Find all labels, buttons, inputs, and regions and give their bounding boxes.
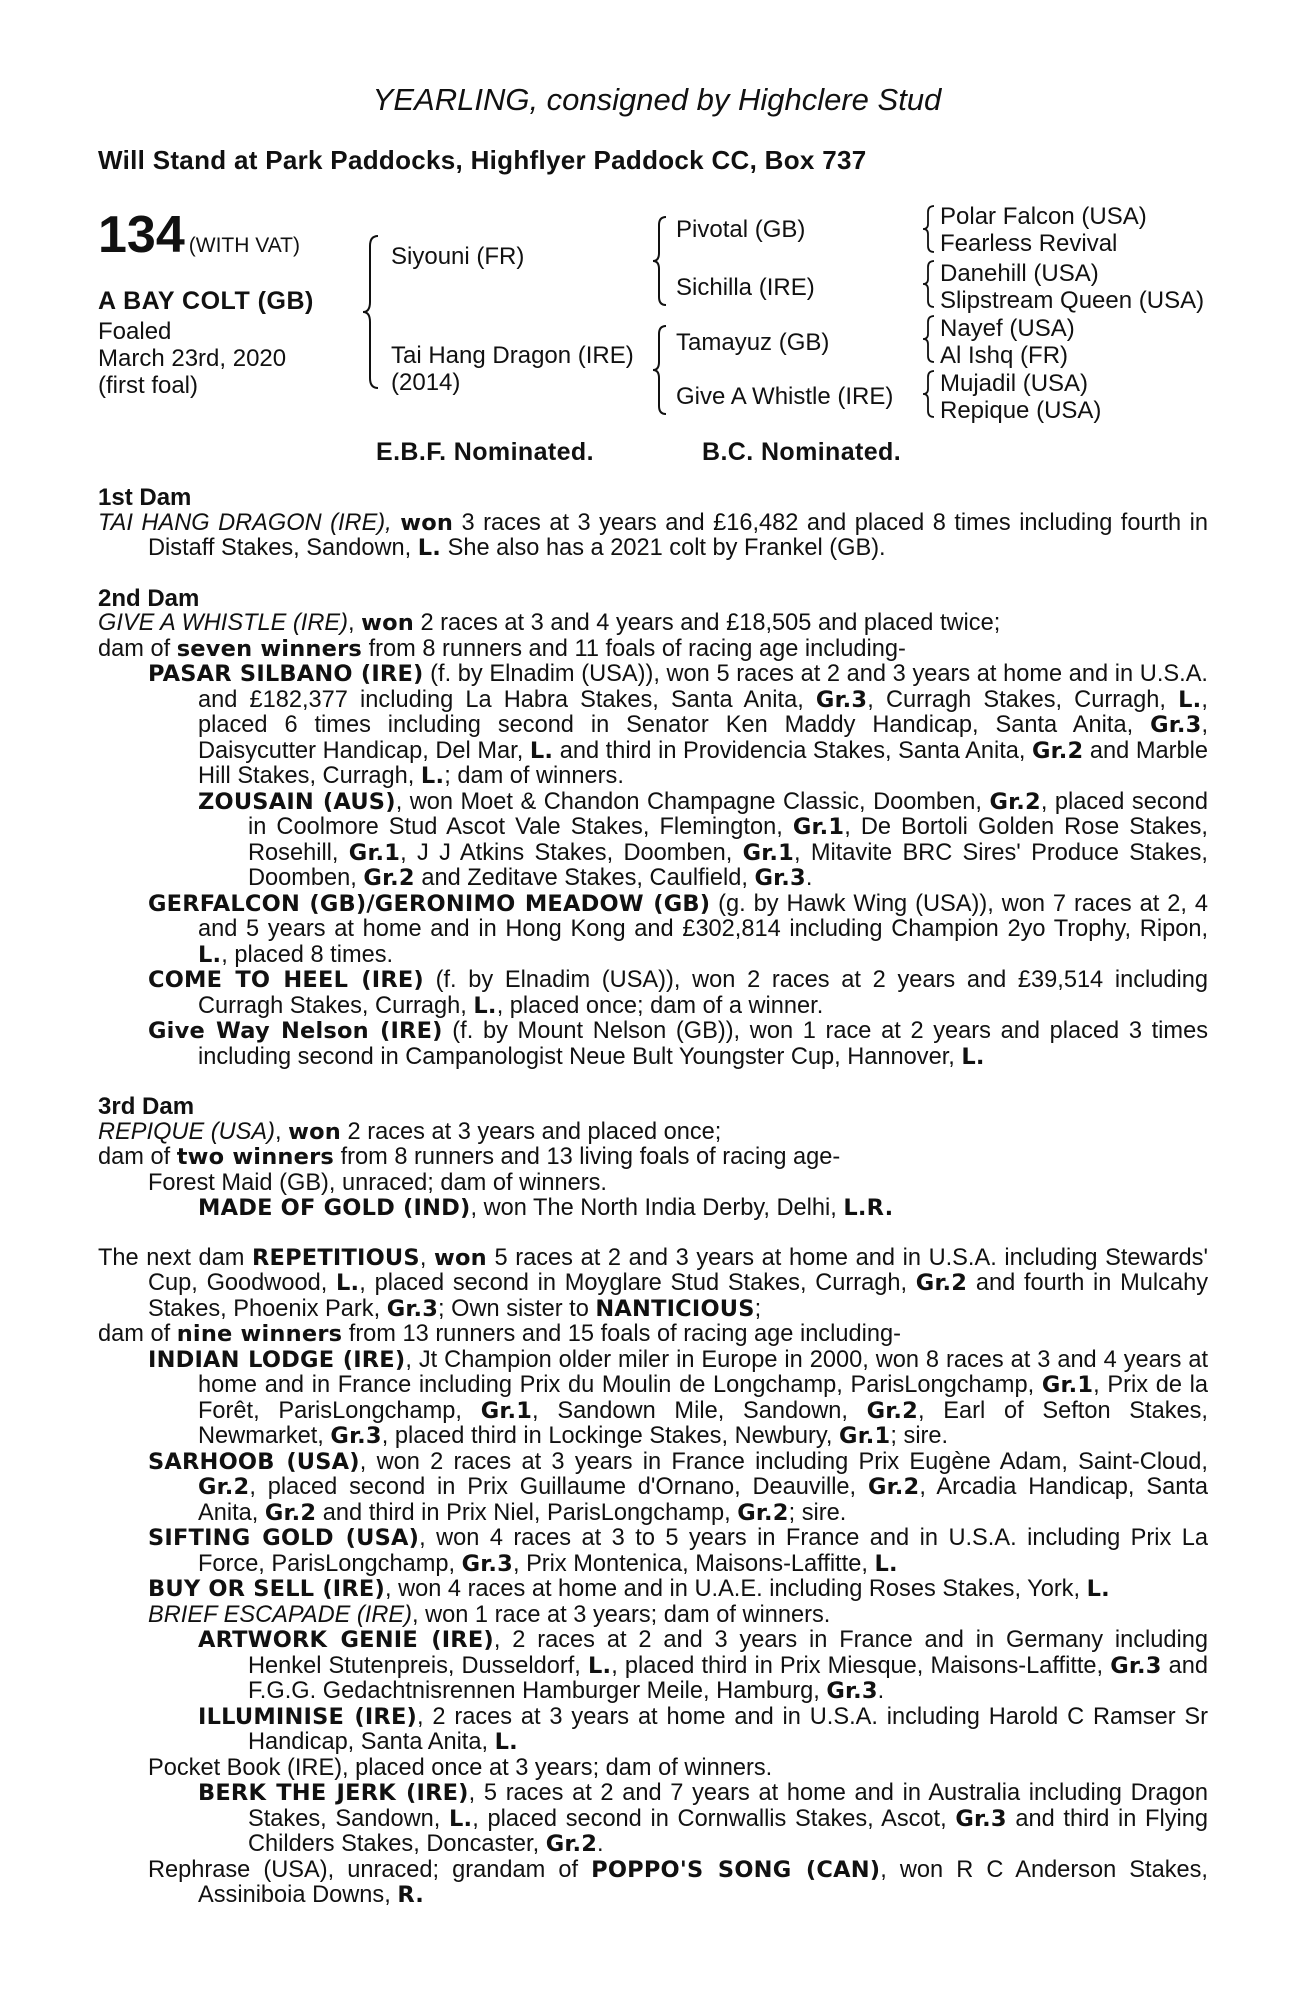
text-run: , won Moet & Chandon Champagne Classic, Doomben, xyxy=(395,788,990,815)
record-entry xyxy=(98,1348,1208,1450)
text-run: , won The North India Derby, Delhi, xyxy=(470,1195,844,1221)
text-run: , Arcadia Handicap, Santa Anita, xyxy=(198,1474,1208,1526)
lot-number: 134 xyxy=(98,206,185,264)
bold-text: Gr.2 xyxy=(867,1474,920,1500)
pedigree-brace-ggp3 xyxy=(920,313,938,365)
text-run: ; sire. xyxy=(788,1499,847,1526)
bold-text: BERK THE JERK (IRE) xyxy=(198,1780,469,1806)
bold-text: won xyxy=(288,1118,341,1145)
bold-text: Gr.2 xyxy=(737,1499,789,1526)
sire: Siyouni (FR) xyxy=(391,243,525,270)
text-run: 2 races at 3 years and placed once; xyxy=(340,1118,722,1145)
text-run: , placed second in Prix Guillaume d'Ornano, Deauville, xyxy=(249,1474,868,1500)
pedigree-brace-ggp4 xyxy=(920,368,938,420)
bold-text: GERFALCON (GB)/GERONIMO MEADOW (GB) xyxy=(148,890,711,917)
text-run: , Prix Montenica, Maisons-Laffitte, xyxy=(512,1550,875,1577)
text-run: , xyxy=(274,1118,289,1145)
ggp-2: Fearless Revival xyxy=(940,230,1118,257)
record-entry xyxy=(98,790,1208,892)
ggp-4: Slipstream Queen (USA) xyxy=(940,287,1205,314)
bold-text: R. xyxy=(397,1882,425,1908)
text-run: Rephrase (USA), unraced; grandam of xyxy=(148,1856,592,1883)
text-run: , 2 races at 2 and 3 years in France and in Germany including Henkel Stutenpreis, Dusseldorf, xyxy=(248,1627,1208,1679)
text-run: , Prix de la Forêt, ParisLongchamp, xyxy=(198,1372,1208,1424)
bold-text: Gr.1 xyxy=(742,839,794,866)
text-run: Pocket Book (IRE), placed once at 3 years; dam of winners. xyxy=(148,1754,773,1781)
text-run: Forest Maid (GB), unraced; dam of winners. xyxy=(148,1169,607,1196)
text-run: dam of xyxy=(98,635,177,662)
italic-text: BRIEF ESCAPADE (IRE) xyxy=(148,1601,412,1628)
bold-text: BUY OR SELL (IRE) xyxy=(148,1576,385,1602)
record-entry xyxy=(98,662,1208,790)
text-run: (f. by Elnadim (USA)), won 2 races at 2 years and £39,514 including Curragh Stakes, Curragh, xyxy=(198,967,1208,1019)
ebf-nomination: E.B.F. Nominated. xyxy=(376,438,594,466)
ggp-5: Nayef (USA) xyxy=(940,315,1075,342)
sire-sire: Pivotal (GB) xyxy=(676,216,806,243)
bold-text: nine winners xyxy=(176,1321,343,1347)
pedigree-section xyxy=(98,586,1208,1071)
record-entry xyxy=(98,637,1208,663)
record-entry xyxy=(98,1526,1208,1577)
text-run: dam of xyxy=(98,1144,177,1170)
ggp-3: Danehill (USA) xyxy=(940,260,1099,287)
text-run: and Marble Hill Stakes, Curragh, xyxy=(198,737,1208,789)
bold-text: SARHOOB (USA) xyxy=(148,1448,360,1475)
bold-text: Gr.2 xyxy=(915,1270,968,1296)
record-entry xyxy=(98,1246,1208,1323)
text-run: , xyxy=(347,610,362,636)
text-run: and third in Flying Childers Stakes, Doncaster, xyxy=(248,1805,1208,1857)
stand-location: Will Stand at Park Paddocks, Highflyer Paddock CC, Box 737 xyxy=(98,145,867,175)
bold-text: Gr.3 xyxy=(1110,1652,1162,1679)
bold-text: ILLUMINISE (IRE) xyxy=(198,1703,418,1730)
section-title: 1st Dam xyxy=(98,484,192,511)
ggp-1: Polar Falcon (USA) xyxy=(940,203,1147,230)
record-entry xyxy=(98,1705,1208,1756)
bold-text: Gr.3 xyxy=(386,1295,439,1322)
pedigree-section xyxy=(98,1094,1208,1222)
dam: Tai Hang Dragon (IRE) xyxy=(391,342,634,369)
text-run: (f. by Elnadim (USA)), won 5 races at 2 and 3 years at home and in U.S.A. and £182,377 including La Habra Stakes, Santa Anita, xyxy=(198,661,1208,713)
bold-text: L. xyxy=(494,1729,518,1755)
foaled-date: March 23rd, 2020 xyxy=(98,345,287,372)
dam-year: (2014) xyxy=(391,369,461,396)
pedigree-brace-main xyxy=(360,232,384,392)
bold-text: Gr.1 xyxy=(480,1397,533,1424)
pedigree-brace-dam xyxy=(650,322,672,418)
bold-text: PASAR SILBANO (IRE) xyxy=(148,661,424,687)
bold-text: SIFTING GOLD (USA) xyxy=(148,1525,420,1551)
section-title: 3rd Dam xyxy=(98,1093,195,1120)
record-entry xyxy=(98,1577,1208,1603)
text-run: 3 races at 3 years and £16,482 and placed 8 times including fourth in Distaff Stakes, Sandown, xyxy=(148,509,1208,561)
bold-text: Gr.2 xyxy=(198,1474,250,1500)
bold-text: L.R. xyxy=(843,1195,894,1221)
bold-text: L. xyxy=(420,763,445,789)
text-run: . xyxy=(877,1678,885,1704)
bold-text: REPETITIOUS xyxy=(252,1244,420,1271)
text-run: 5 races at 2 and 3 years at home and in U.S.A. including Stewards' Cup, Goodwood, xyxy=(148,1244,1208,1296)
bold-text: won xyxy=(361,610,414,636)
first-foal-note: (first foal) xyxy=(98,372,199,399)
italic-text: REPIQUE (USA) xyxy=(98,1118,275,1145)
text-run: , placed third in Lockinge Stakes, Newbury, xyxy=(381,1423,840,1449)
record-entry xyxy=(98,1628,1208,1705)
text-run: , 2 races at 3 years at home and in U.S.A. including Harold C Ramser Sr Handicap, Santa Anita, xyxy=(248,1703,1208,1755)
text-run: , placed 6 times including second in Senator Ken Maddy Handicap, Santa Anita, xyxy=(198,686,1208,738)
pedigree-brace-ggp2 xyxy=(920,258,938,310)
bold-text: L. xyxy=(1086,1576,1110,1602)
pedigree-brace-ggp1 xyxy=(920,203,938,255)
foaled-label: Foaled xyxy=(98,318,172,345)
text-run: . xyxy=(805,865,813,891)
text-run: ; xyxy=(754,1295,762,1322)
text-run: and Zeditave Stakes, Caulfield, xyxy=(414,865,755,891)
bold-text: L. xyxy=(874,1550,898,1577)
record-entry xyxy=(98,1196,1208,1222)
bold-text: INDIAN LODGE (IRE) xyxy=(148,1346,406,1373)
pedigree-section xyxy=(98,485,1208,562)
bold-text: won xyxy=(400,509,454,536)
italic-text: TAI HANG DRAGON (IRE), xyxy=(98,509,401,536)
produce-record xyxy=(98,485,1208,1933)
bold-text: L. xyxy=(448,1805,473,1832)
text-run: She also has a 2021 colt by Frankel (GB). xyxy=(441,535,886,561)
bold-text: Gr.3 xyxy=(815,686,868,713)
text-run: , placed second in Coolmore Stud Ascot Vale Stakes, Flemington, xyxy=(248,788,1209,840)
italic-text: GIVE A WHISTLE (IRE) xyxy=(98,610,348,636)
bold-text: L. xyxy=(529,737,554,764)
text-run: , Sandown Mile, Sandown, xyxy=(532,1397,867,1424)
text-run: dam of xyxy=(98,1321,177,1347)
text-run: , Mitavite BRC Sires' Produce Stakes, Doomben, xyxy=(248,839,1208,891)
consignment-heading: YEARLING, consigned by Highclere Stud xyxy=(372,82,942,117)
bold-text: L. xyxy=(961,1043,985,1070)
bold-text: L. xyxy=(198,941,222,968)
bold-text: L. xyxy=(1178,686,1202,713)
bold-text: Gr.3 xyxy=(461,1550,513,1577)
text-run: ; Own sister to xyxy=(438,1295,596,1322)
bold-text: COME TO HEEL (IRE) xyxy=(148,967,424,993)
text-run: ; sire. xyxy=(890,1423,949,1449)
text-run: from 8 runners and 11 foals of racing age including- xyxy=(362,635,906,662)
bold-text: Gr.1 xyxy=(348,839,401,866)
text-run: , 5 races at 2 and 7 years at home and in Australia including Dragon Stakes, Sandown, xyxy=(248,1780,1208,1832)
bold-text: Gr.1 xyxy=(792,814,845,840)
sire-dam: Sichilla (IRE) xyxy=(676,274,815,301)
bold-text: Give Way Nelson (IRE) xyxy=(148,1018,443,1044)
bold-text: Gr.2 xyxy=(866,1397,918,1424)
record-entry xyxy=(98,892,1208,969)
lot-number-block xyxy=(98,205,300,265)
record-entry xyxy=(98,1019,1208,1070)
text-run: , placed 8 times. xyxy=(221,941,394,968)
text-run: , J J Atkins Stakes, Doomben, xyxy=(400,839,743,866)
text-run: , placed second in Moyglare Stud Stakes, Curragh, xyxy=(359,1270,916,1296)
bold-text: NANTICIOUS xyxy=(595,1295,755,1322)
bold-text: Gr.1 xyxy=(839,1423,891,1449)
text-run: from 13 runners and 15 foals of racing age including- xyxy=(342,1321,901,1347)
record-entry xyxy=(98,1171,1208,1197)
bc-nomination: B.C. Nominated. xyxy=(702,438,902,466)
bold-text: Gr.2 xyxy=(264,1499,317,1526)
text-run: and F.G.G. Gedachtnisrennen Hamburger Meile, Hamburg, xyxy=(248,1652,1209,1704)
bold-text: seven winners xyxy=(176,635,363,662)
text-run: from 8 runners and 13 living foals of racing age- xyxy=(334,1144,841,1170)
ggp-8: Repique (USA) xyxy=(940,397,1102,424)
bold-text: two winners xyxy=(176,1144,335,1170)
record-entry xyxy=(98,1145,1208,1171)
bold-text: MADE OF GOLD (IND) xyxy=(198,1195,471,1221)
bold-text: Gr.2 xyxy=(545,1831,598,1857)
text-run: , won 2 races at 3 years in France including Prix Eugène Adam, Saint-Cloud, xyxy=(359,1448,1208,1475)
record-entry xyxy=(98,1322,1208,1348)
text-run: , Daisycutter Handicap, Del Mar, xyxy=(198,712,1208,764)
record-entry xyxy=(98,611,1208,637)
text-run: , won 4 races at 3 to 5 years in France and in U.S.A. including Prix La Force, ParisLongchamp, xyxy=(198,1525,1208,1577)
text-run: 2 races at 3 and 4 years and £18,505 and placed twice; xyxy=(413,610,1001,636)
text-run: , placed second in Cornwallis Stakes, Ascot, xyxy=(472,1805,956,1832)
bold-text: ZOUSAIN (AUS) xyxy=(198,788,396,815)
record-entry xyxy=(98,1781,1208,1858)
text-run: , De Bortoli Golden Rose Stakes, Rosehill, xyxy=(248,814,1208,866)
text-run: , won R C Anderson Stakes, Assiniboia Downs, xyxy=(198,1856,1208,1908)
bold-text: L. xyxy=(336,1270,360,1296)
text-run: , placed third in Prix Miesque, Maisons-Laffitte, xyxy=(611,1652,1111,1679)
text-run: and third in Providencia Stakes, Santa Anita, xyxy=(553,737,1032,764)
text-run: , Earl of Sefton Stakes, Newmarket, xyxy=(198,1397,1208,1449)
text-run: , Curragh Stakes, Curragh, xyxy=(867,686,1179,713)
text-run: , placed once; dam of a winner. xyxy=(496,992,824,1019)
bold-text: L. xyxy=(473,992,497,1019)
record-entry xyxy=(98,511,1208,562)
bold-text: Gr.3 xyxy=(754,865,806,891)
pedigree-brace-sire xyxy=(650,213,672,309)
bold-text: Gr.3 xyxy=(826,1678,878,1704)
bold-text: won xyxy=(434,1244,487,1271)
text-run: , won 4 races at home and in U.A.E. including Roses Stakes, York, xyxy=(384,1576,1087,1602)
lot-title: A BAY COLT (GB) xyxy=(98,287,314,315)
bold-text: Gr.3 xyxy=(1150,712,1202,738)
bold-text: Gr.3 xyxy=(955,1805,1007,1832)
bold-text: Gr.2 xyxy=(1032,737,1084,764)
text-run: . xyxy=(597,1831,604,1857)
record-entry xyxy=(98,1450,1208,1527)
text-run: and fourth in Mulcahy Stakes, Phoenix Park, xyxy=(148,1270,1209,1322)
ggp-7: Mujadil (USA) xyxy=(940,370,1089,397)
record-entry xyxy=(98,1858,1208,1909)
record-entry xyxy=(98,968,1208,1019)
text-run: (f. by Mount Nelson (GB)), won 1 race at 2 years and placed 3 times including second in Campanologist Neue Bult Youngster Cup, Hannover, xyxy=(198,1018,1208,1070)
text-run: , won 1 race at 3 years; dam of winners. xyxy=(411,1601,831,1628)
bold-text: POPPO'S SONG (CAN) xyxy=(591,1856,881,1883)
bold-text: Gr.2 xyxy=(363,865,415,891)
section-title: 2nd Dam xyxy=(98,584,200,612)
bold-text: Gr.1 xyxy=(1041,1372,1094,1398)
text-run: The next dam xyxy=(98,1244,253,1271)
bold-text: L. xyxy=(587,1652,612,1679)
record-entry xyxy=(98,1120,1208,1146)
ggp-6: Al Ishq (FR) xyxy=(940,342,1069,369)
pedigree-section xyxy=(98,1246,1208,1909)
text-run: , Jt Champion older miler in Europe in 2000, won 8 races at 3 and 4 years at home and in France including Prix du Moulin de Longchamp, ParisLongchamp, xyxy=(198,1346,1209,1398)
record-entry xyxy=(98,1756,1208,1782)
dam-sire: Tamayuz (GB) xyxy=(676,329,830,356)
text-run: ; dam of winners. xyxy=(444,763,624,789)
bold-text: L. xyxy=(417,535,442,561)
text-run: (g. by Hawk Wing (USA)), won 7 races at 2, 4 and 5 years at home and in Hong Kong and £302,814 including Champion 2yo Trophy, Ripon, xyxy=(198,890,1208,942)
vat-note: (WITH VAT) xyxy=(188,234,300,257)
bold-text: Gr.3 xyxy=(330,1423,382,1449)
bold-text: ARTWORK GENIE (IRE) xyxy=(198,1627,494,1653)
record-entry xyxy=(98,1603,1208,1629)
dam-dam: Give A Whistle (IRE) xyxy=(676,383,894,410)
bold-text: Gr.2 xyxy=(989,788,1041,815)
text-run: and third in Prix Niel, ParisLongchamp, xyxy=(316,1499,738,1526)
text-run: , xyxy=(419,1244,435,1271)
